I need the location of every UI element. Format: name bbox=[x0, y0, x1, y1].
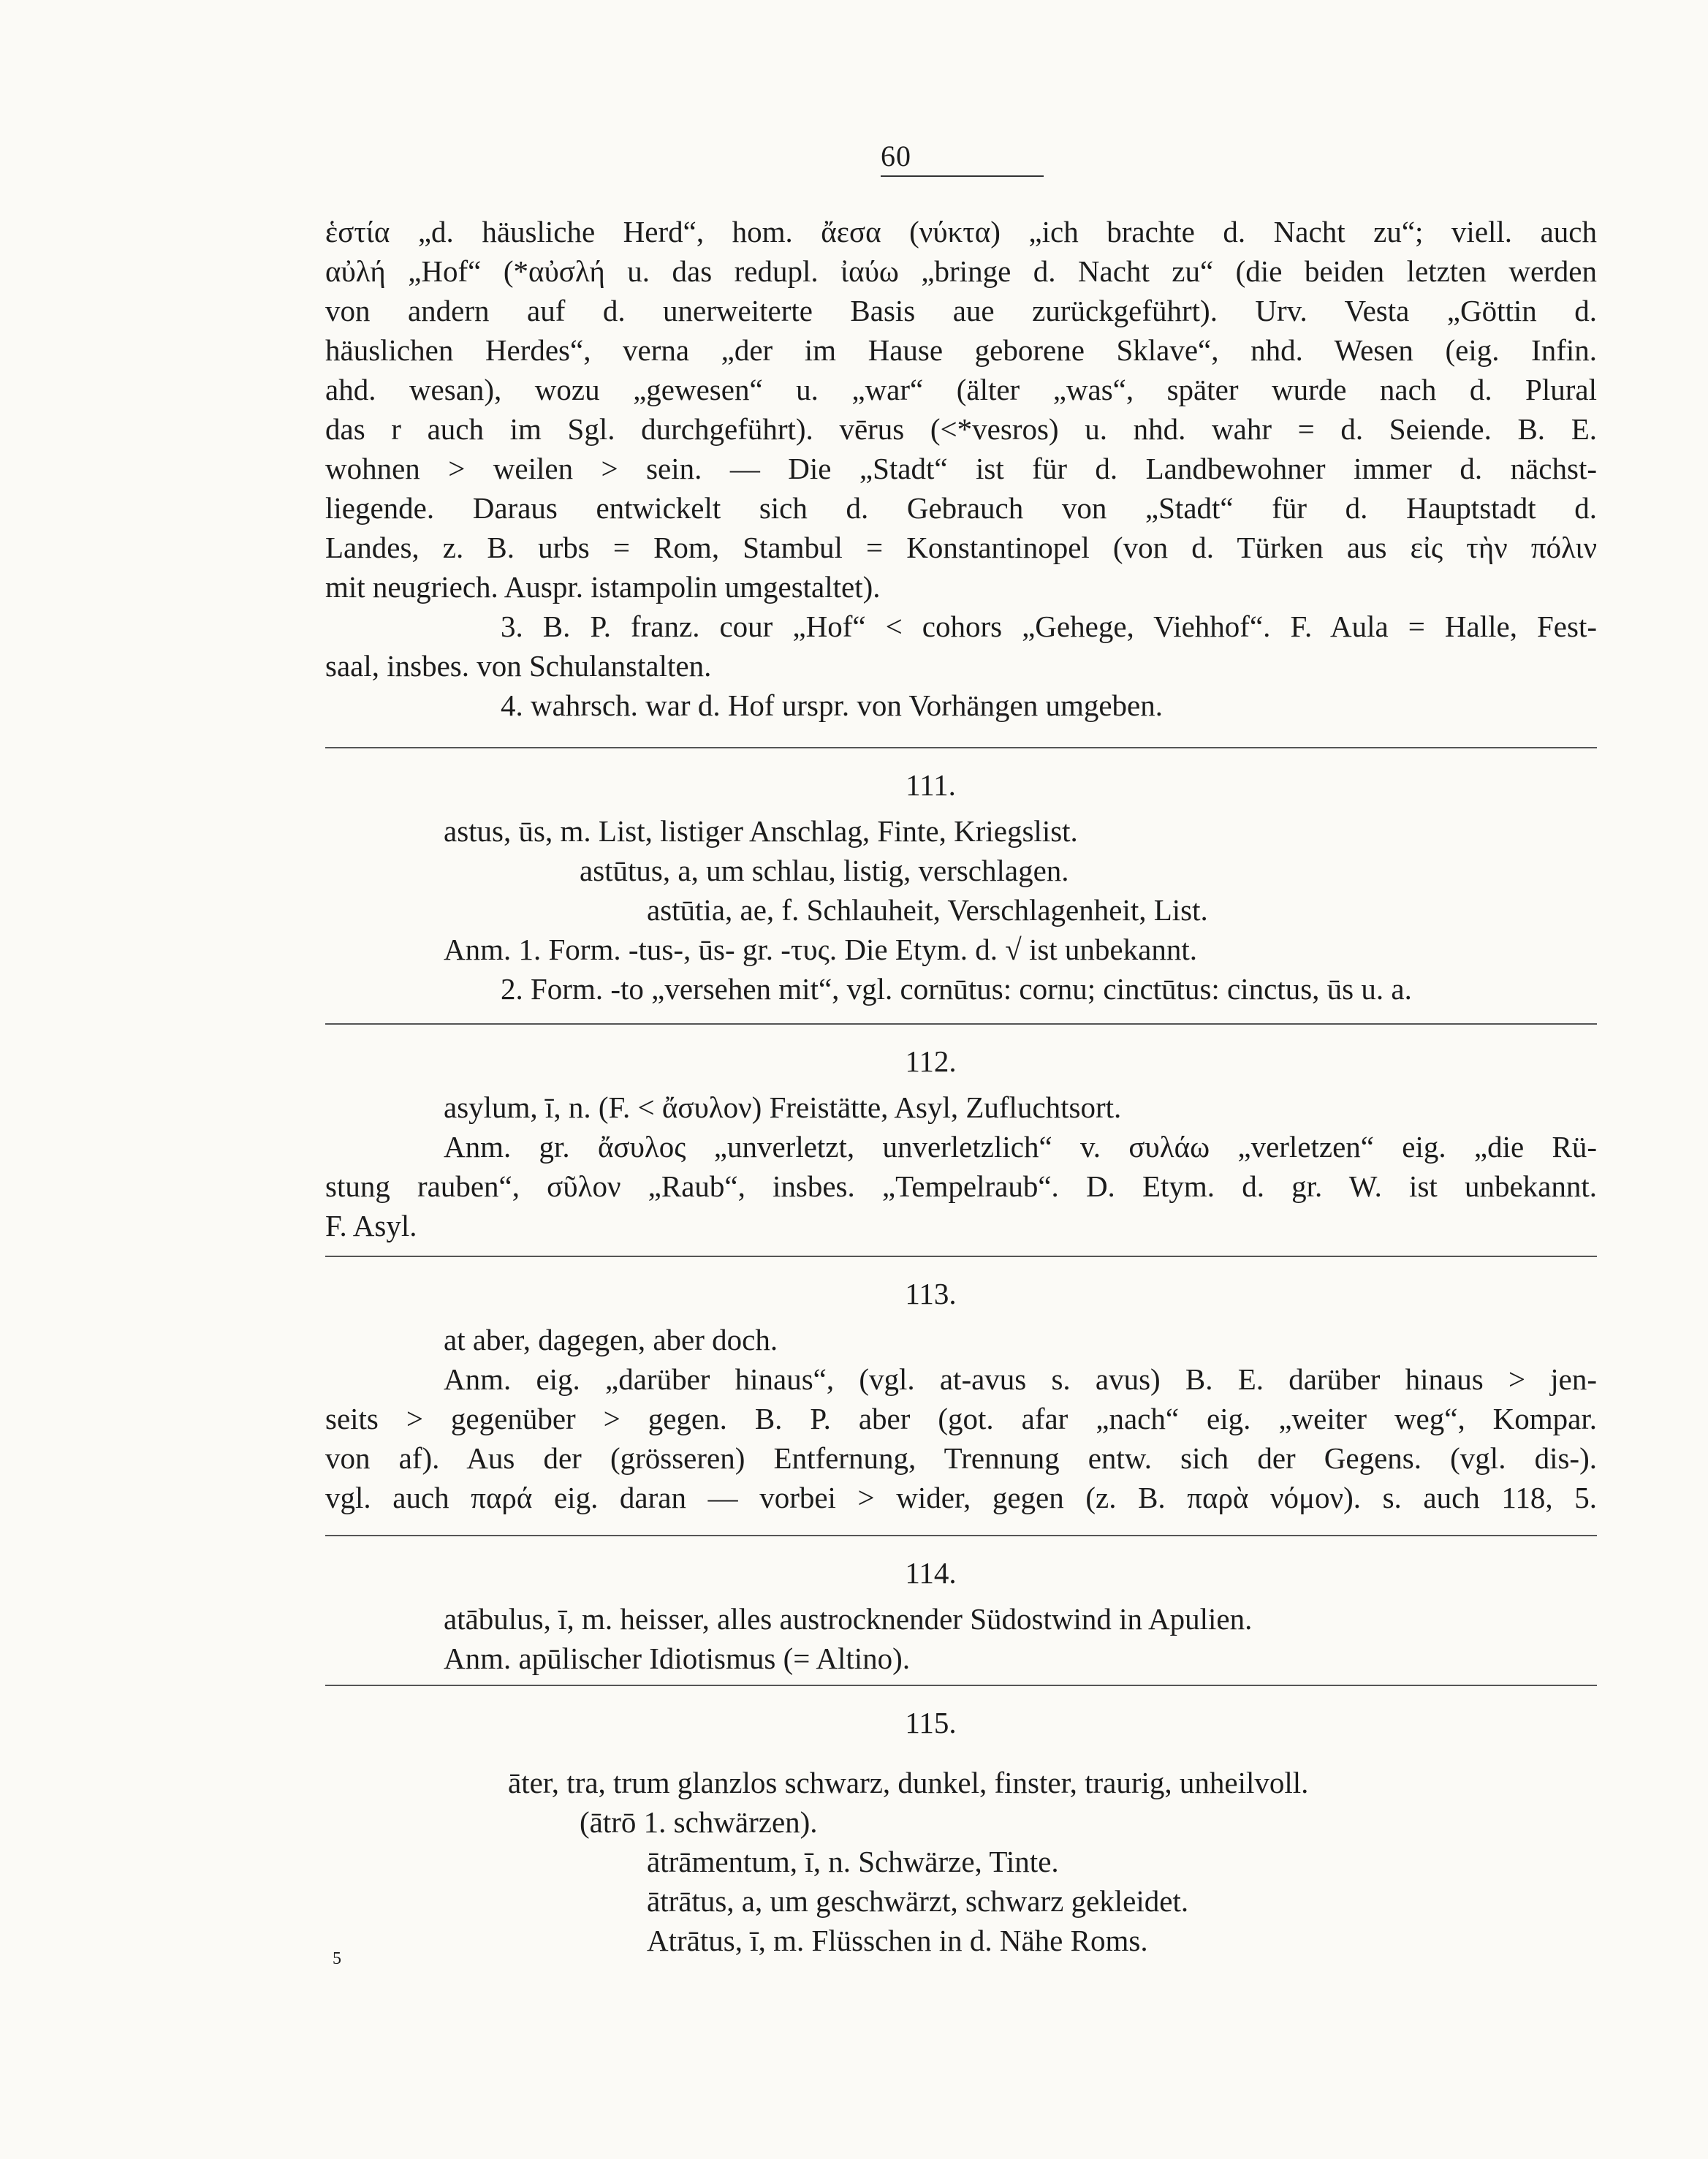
entry-number: 114. bbox=[905, 1556, 957, 1590]
text-line: αὐλή „Hof“ (*αὐσλή u. das redupl. ἰαύω „bringe d. Nacht zu“ (die beiden letzten werden bbox=[325, 254, 1597, 288]
text-line: astūtus, a, um schlau, listig, verschlagen. bbox=[580, 854, 1069, 887]
entry-number: 115. bbox=[905, 1706, 957, 1739]
opening-paragraph bbox=[325, 212, 1597, 725]
entry-114 bbox=[325, 1599, 1597, 1678]
text-line: von af). Aus der (grösseren) Entfernung, Trennung entw. sich der Gegens. (vgl. dis-). bbox=[325, 1441, 1597, 1475]
text-line: 3. B. P. franz. cour „Hof“ < cohors „Gehege, Viehhof“. F. Aula = Halle, Fest- bbox=[501, 610, 1597, 643]
text-line: wohnen > weilen > sein. — Die „Stadt“ ist für d. Landbewohner immer d. nächst- bbox=[325, 452, 1597, 485]
line-number-marker: 5 bbox=[333, 1949, 341, 1968]
text-line: 4. wahrsch. war d. Hof urspr. von Vorhängen umgeben. bbox=[501, 688, 1164, 722]
text-line: Atrātus, ī, m. Flüsschen in d. Nähe Roms. bbox=[647, 1924, 1148, 1957]
entry-113 bbox=[325, 1320, 1597, 1517]
text-line: saal, insbes. von Schulanstalten. bbox=[325, 649, 712, 683]
entry-115 bbox=[325, 1763, 1597, 1960]
text-line: das r auch im Sgl. durchgeführt). vērus (<*vesros) u. nhd. wahr = d. Seiende. B. E. bbox=[325, 412, 1597, 446]
entry-number: 112. bbox=[905, 1044, 957, 1078]
text-line: liegende. Daraus entwickelt sich d. Gebrauch von „Stadt“ für d. Hauptstadt d. bbox=[325, 491, 1597, 525]
entry-headword-line: āter, tra, trum glanzlos schwarz, dunkel, finster, traurig, unheilvoll. bbox=[508, 1766, 1309, 1799]
text-line: Anm. 1. Form. -tus-, ūs- gr. -τυς. Die Etym. d. √ ist unbekannt. bbox=[444, 933, 1197, 966]
text-line: 2. Form. -to „versehen mit“, vgl. cornūtus: cornu; cinctūtus: cinctus, ūs u. a. bbox=[501, 972, 1412, 1006]
section-divider bbox=[325, 1535, 1597, 1536]
text-line: ahd. wesan), wozu „gewesen“ u. „war“ (älter „was“, später wurde nach d. Plural bbox=[325, 373, 1597, 406]
entry-headword-line: asylum, ī, n. (F. < ἄσυλον) Freistätte, Asyl, Zufluchtsort. bbox=[444, 1090, 1122, 1124]
text-line: stung rauben“, σῦλον „Raub“, insbes. „Tempelraub“. D. Etym. d. gr. W. ist unbekannt. bbox=[325, 1169, 1597, 1203]
text-line: seits > gegenüber > gegen. B. P. aber (got. afar „nach“ eig. „weiter weg“, Kompar. bbox=[325, 1402, 1597, 1435]
text-line: häuslichen Herdes“, verna „der im Hause geborene Sklave“, nhd. Wesen (eig. Infin. bbox=[325, 333, 1597, 367]
page-number: 60 bbox=[881, 140, 911, 172]
entry-111 bbox=[325, 811, 1597, 1009]
section-divider bbox=[325, 747, 1597, 748]
text-line: astūtia, ae, f. Schlauheit, Verschlagenheit, List. bbox=[647, 893, 1208, 927]
section-divider bbox=[325, 1256, 1597, 1257]
entry-number: 111. bbox=[906, 768, 956, 802]
entry-headword-line: atābulus, ī, m. heisser, alles austrocknender Südostwind in Apulien. bbox=[444, 1602, 1253, 1636]
text-line: (ātrō 1. schwärzen). bbox=[580, 1805, 818, 1839]
text-line: von andern auf d. unerweiterte Basis aue zurückgeführt). Urv. Vesta „Göttin d. bbox=[325, 294, 1597, 327]
entry-number: 113. bbox=[905, 1277, 957, 1310]
entry-112 bbox=[325, 1088, 1597, 1245]
text-line: ātrāmentum, ī, n. Schwärze, Tinte. bbox=[647, 1845, 1059, 1878]
text-line: Landes, z. B. urbs = Rom, Stambul = Konstantinopel (von d. Türken aus εἰς τὴν πόλιν bbox=[325, 531, 1597, 564]
text-line: Anm. eig. „darüber hinaus“, (vgl. at-avus s. avus) B. E. darüber hinaus > jen- bbox=[444, 1362, 1597, 1396]
text-line: F. Asyl. bbox=[325, 1209, 417, 1242]
page-number-rule bbox=[881, 175, 1044, 177]
text-line: mit neugriech. Auspr. istampolin umgestaltet). bbox=[325, 570, 881, 604]
text-line: Anm. apūlischer Idiotismus (= Altino). bbox=[444, 1642, 911, 1675]
section-divider bbox=[325, 1685, 1597, 1686]
entry-headword-line: at aber, dagegen, aber doch. bbox=[444, 1323, 778, 1357]
section-divider bbox=[325, 1023, 1597, 1025]
text-line: ἑστία „d. häusliche Herd“, hom. ἄεσα (νύκτα) „ich brachte d. Nacht zu“; viell. auch bbox=[325, 215, 1597, 248]
text-line: ātrātus, a, um geschwärzt, schwarz gekleidet. bbox=[647, 1884, 1189, 1918]
text-line: Anm. gr. ἄσυλος „unverletzt, unverletzlich“ v. συλάω „verletzen“ eig. „die Rü- bbox=[444, 1130, 1597, 1164]
entry-headword-line: astus, ūs, m. List, listiger Anschlag, Finte, Kriegslist. bbox=[444, 814, 1078, 848]
text-line: vgl. auch παρά eig. daran — vorbei > wider, gegen (z. B. παρὰ νόμον). s. auch 118, 5. bbox=[325, 1481, 1597, 1514]
